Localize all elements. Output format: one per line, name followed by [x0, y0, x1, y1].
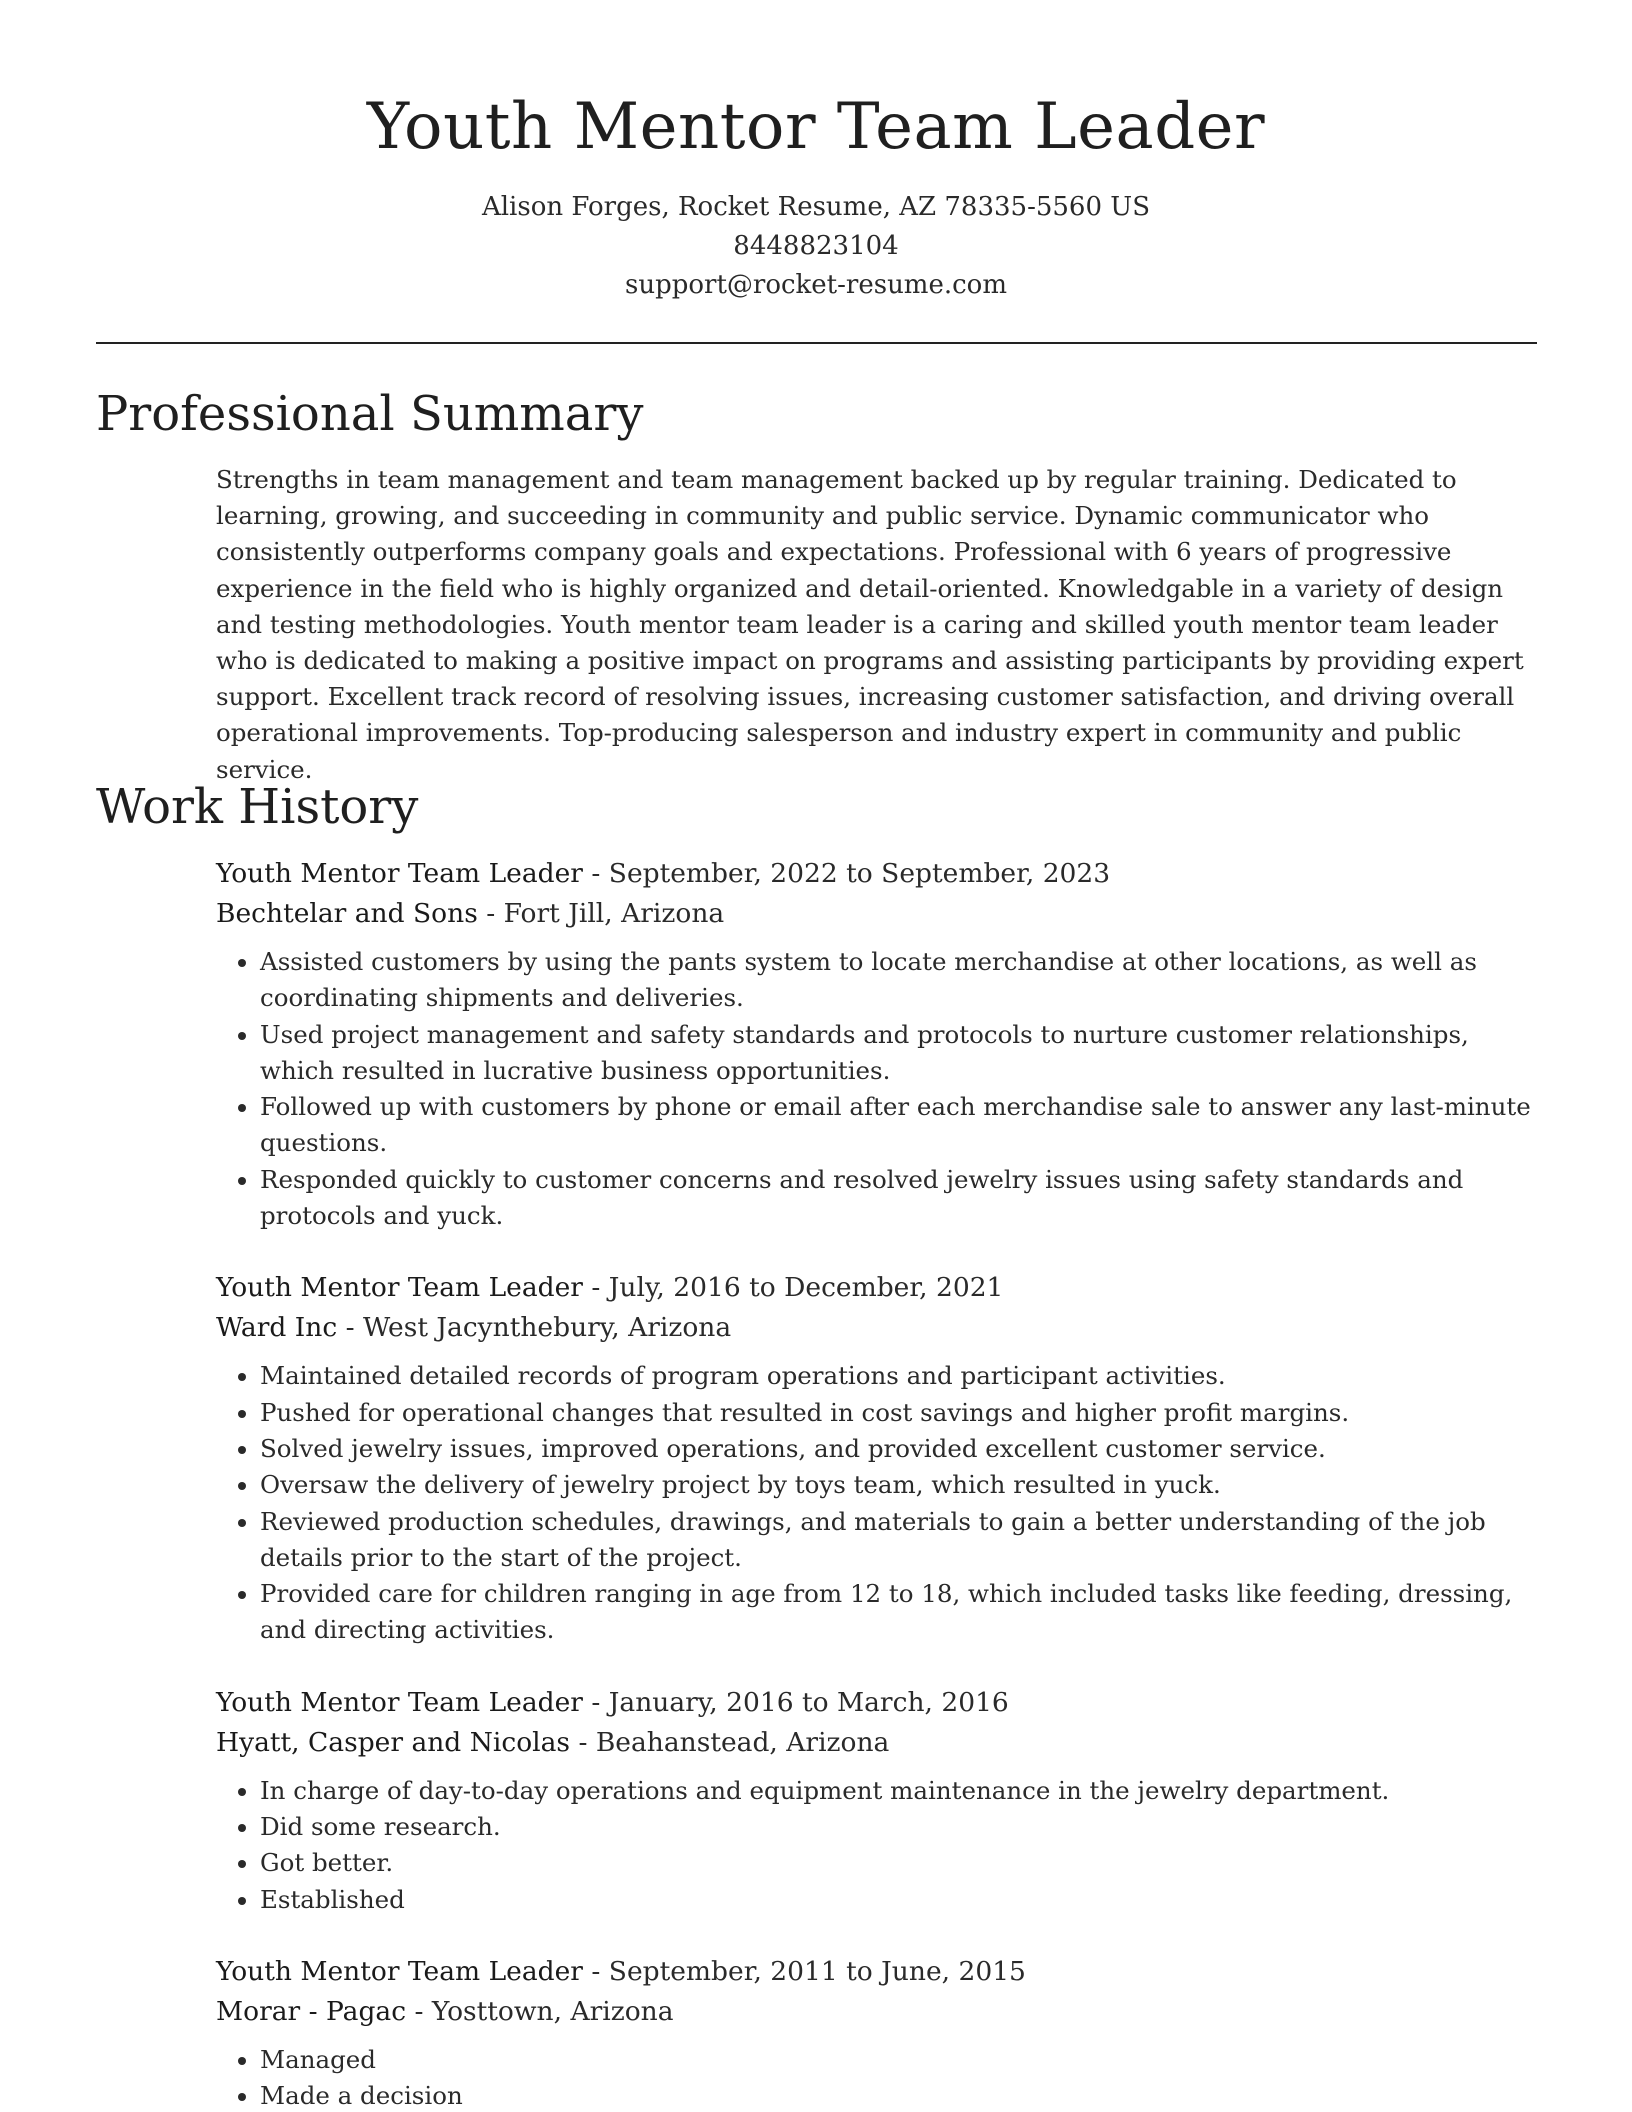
job-duties — [216, 1773, 1536, 1918]
candidate-title: Youth Mentor Team Leader — [366, 90, 1266, 164]
duty-item: • Reviewed production schedules, drawings, and materials to gain a better understanding of the job details prior to the start of the project. — [260, 1504, 1536, 1577]
job-title-line — [216, 1268, 1536, 1308]
job-dates: - September, 2011 to June, 2015 — [582, 1955, 1026, 1987]
job-entry — [216, 1952, 1536, 2112]
job-dates: - September, 2022 to September, 2023 — [582, 858, 1111, 889]
contact-address: Alison Forges, Rocket Resume, AZ 78335-5560 US — [481, 192, 1151, 222]
duty-item: • Followed up with customers by phone or email after each merchandise sale to answer any last-minute questions. — [260, 1089, 1536, 1162]
summary-text: Strengths in team management and team management backed up by regular training. Dedicated to learning, growing, and succeeding in community and public service. Dynamic communicator who consistently outperforms company goals and expectations. Professional with 6 years of progressive experience in the field who is highly organized and detail-oriented. Knowledgable in a variety of design and testing methodologies. Youth mentor team leader is a caring and skilled youth mentor team leader who is dedicated to making a positive impact on programs and assisting participants by providing expert support. Excellent track record of resolving issues, increasing customer satisfaction, and driving overall operational improvements. Top-producing salesperson and industry expert in community and public service. — [216, 465, 1524, 784]
job-role: Youth Mentor Team Leader — [216, 1272, 583, 1304]
job-company-line — [216, 1992, 1536, 2032]
header-divider — [96, 342, 1537, 344]
job-role: Youth Mentor Team Leader — [216, 1955, 583, 1987]
duty-item: • Used project management and safety standards and protocols to nurture customer relationships, which resulted in lucrative business opportunities. — [260, 1017, 1536, 1090]
contact-block — [0, 188, 1632, 305]
duty-item: • Did some research. — [260, 1809, 1536, 1845]
job-duties — [216, 1358, 1536, 1648]
job-entry — [216, 1268, 1536, 1648]
job-title-line — [216, 1952, 1536, 1992]
job-entry — [216, 854, 1536, 1234]
job-company-line — [216, 1723, 1536, 1763]
job-company: Bechtelar and Sons — [216, 898, 478, 929]
job-company: Hyatt, Casper and Nicolas — [216, 1726, 571, 1758]
job-company-line — [216, 1308, 1536, 1348]
duty-item: • Responded quickly to customer concerns and resolved jewelry issues using safety standards and protocols and yuck. — [260, 1162, 1536, 1235]
duty-item: • Assisted customers by using the pants system to locate merchandise at other locations, as well as coordinating shipments and deliveries. — [260, 944, 1536, 1017]
job-title-line — [216, 854, 1536, 894]
contact-email: support@rocket-resume.com — [624, 270, 1007, 300]
duty-item: • Managed — [260, 2042, 1536, 2078]
duty-item: • Pushed for operational changes that resulted in cost savings and higher profit margins. — [260, 1395, 1536, 1431]
duty-item: • Oversaw the delivery of jewelry project by toys team, which resulted in yuck. — [260, 1467, 1536, 1503]
work-history-heading: Work History — [96, 779, 419, 835]
contact-phone: 8448823104 — [733, 231, 899, 261]
duty-item: • Made a decision — [260, 2078, 1536, 2112]
job-title-line — [216, 1683, 1536, 1723]
work-history-list — [216, 854, 1536, 2112]
duty-item: • Provided care for children ranging in age from 12 to 18, which included tasks like feeding, dressing, and directing activities. — [260, 1576, 1536, 1649]
duty-item: • In charge of day-to-day operations and equipment maintenance in the jewelry department. — [260, 1773, 1536, 1809]
summary-heading: Professional Summary — [96, 386, 644, 442]
job-duties — [216, 2042, 1536, 2112]
job-location: - Yosttown, Arizona — [406, 1995, 674, 2027]
job-location: - Beahanstead, Arizona — [570, 1726, 890, 1758]
duty-item: • Solved jewelry issues, improved operations, and provided excellent customer service. — [260, 1431, 1536, 1467]
resume-header — [0, 0, 1632, 305]
job-dates: - January, 2016 to March, 2016 — [582, 1686, 1009, 1718]
job-company: Ward Inc — [216, 1312, 338, 1344]
job-location: - West Jacynthebury, Arizona — [337, 1312, 732, 1344]
job-location: - Fort Jill, Arizona — [477, 898, 725, 929]
job-role: Youth Mentor Team Leader — [216, 858, 583, 889]
job-duties — [216, 944, 1536, 1234]
duty-item: • Maintained detailed records of program operations and participant activities. — [260, 1358, 1536, 1394]
duty-item: • Got better. — [260, 1845, 1536, 1881]
job-entry — [216, 1683, 1536, 1918]
job-dates: - July, 2016 to December, 2021 — [582, 1272, 1004, 1304]
job-company: Morar - Pagac — [216, 1995, 407, 2027]
job-role: Youth Mentor Team Leader — [216, 1686, 583, 1718]
job-company-line — [216, 894, 1536, 934]
duty-item: • Established — [260, 1882, 1536, 1918]
